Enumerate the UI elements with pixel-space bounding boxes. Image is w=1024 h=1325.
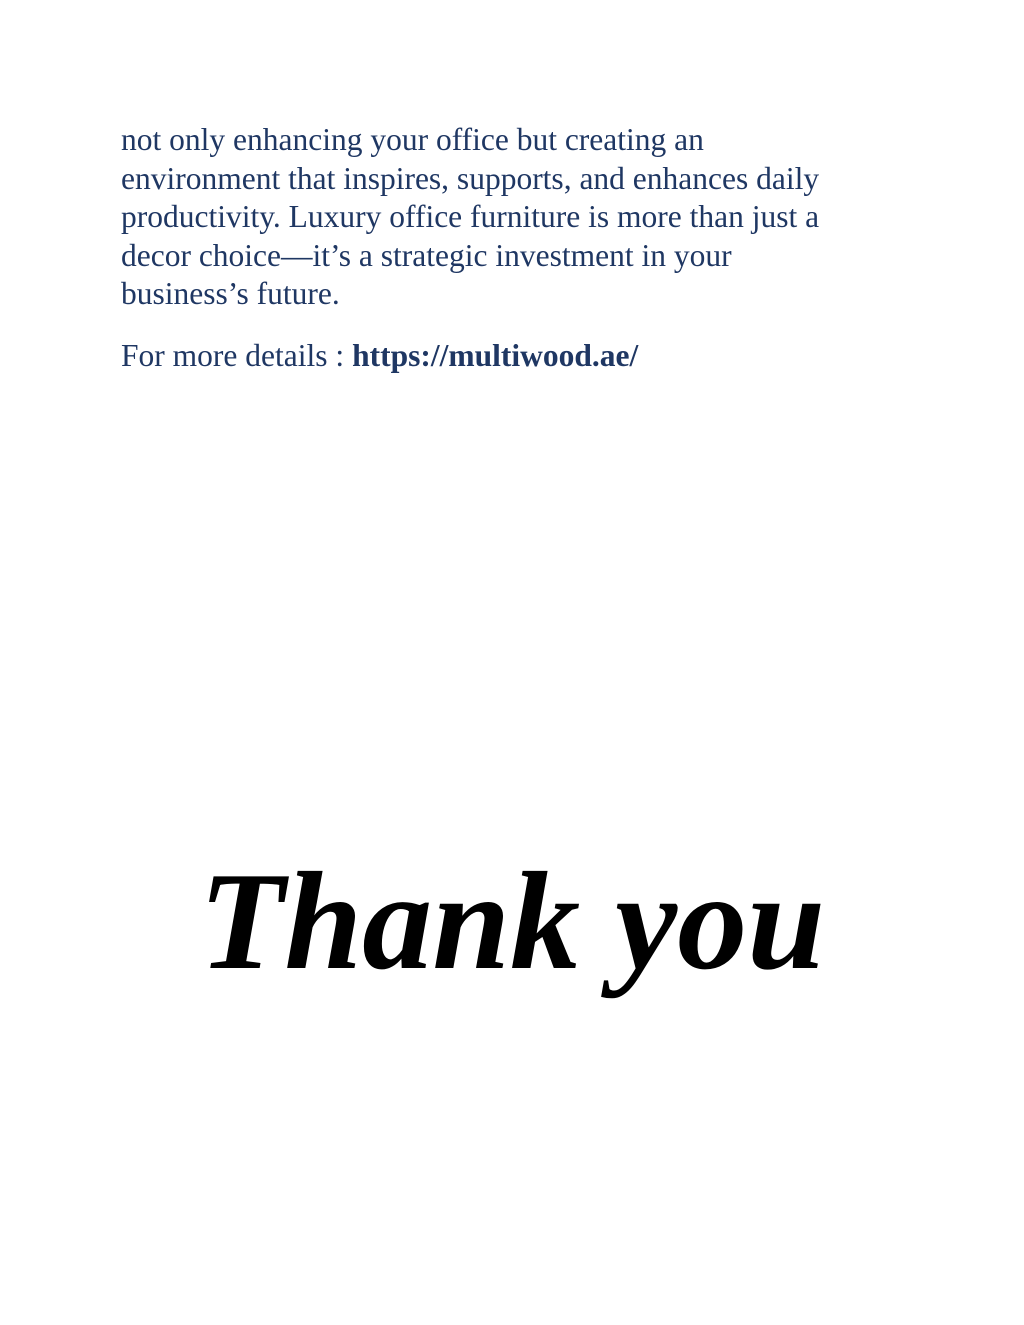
paragraph-line: productivity. Luxury office furniture is more than just a (121, 199, 820, 234)
body-paragraph (121, 121, 901, 314)
website-link[interactable]: https://multiwood.ae/ (352, 338, 639, 373)
paragraph-line: environment that inspires, supports, and enhances daily (121, 160, 820, 196)
paragraph-line: decor choice—it’s a strategic investment in your (121, 237, 732, 273)
paragraph-line: not only enhancing your office but creating an (121, 122, 704, 157)
details-label: For more details : (121, 338, 345, 373)
paragraph-line: business’s future. (121, 276, 340, 311)
thank-you-heading: Thank you (198, 844, 826, 999)
details-line (121, 337, 638, 375)
